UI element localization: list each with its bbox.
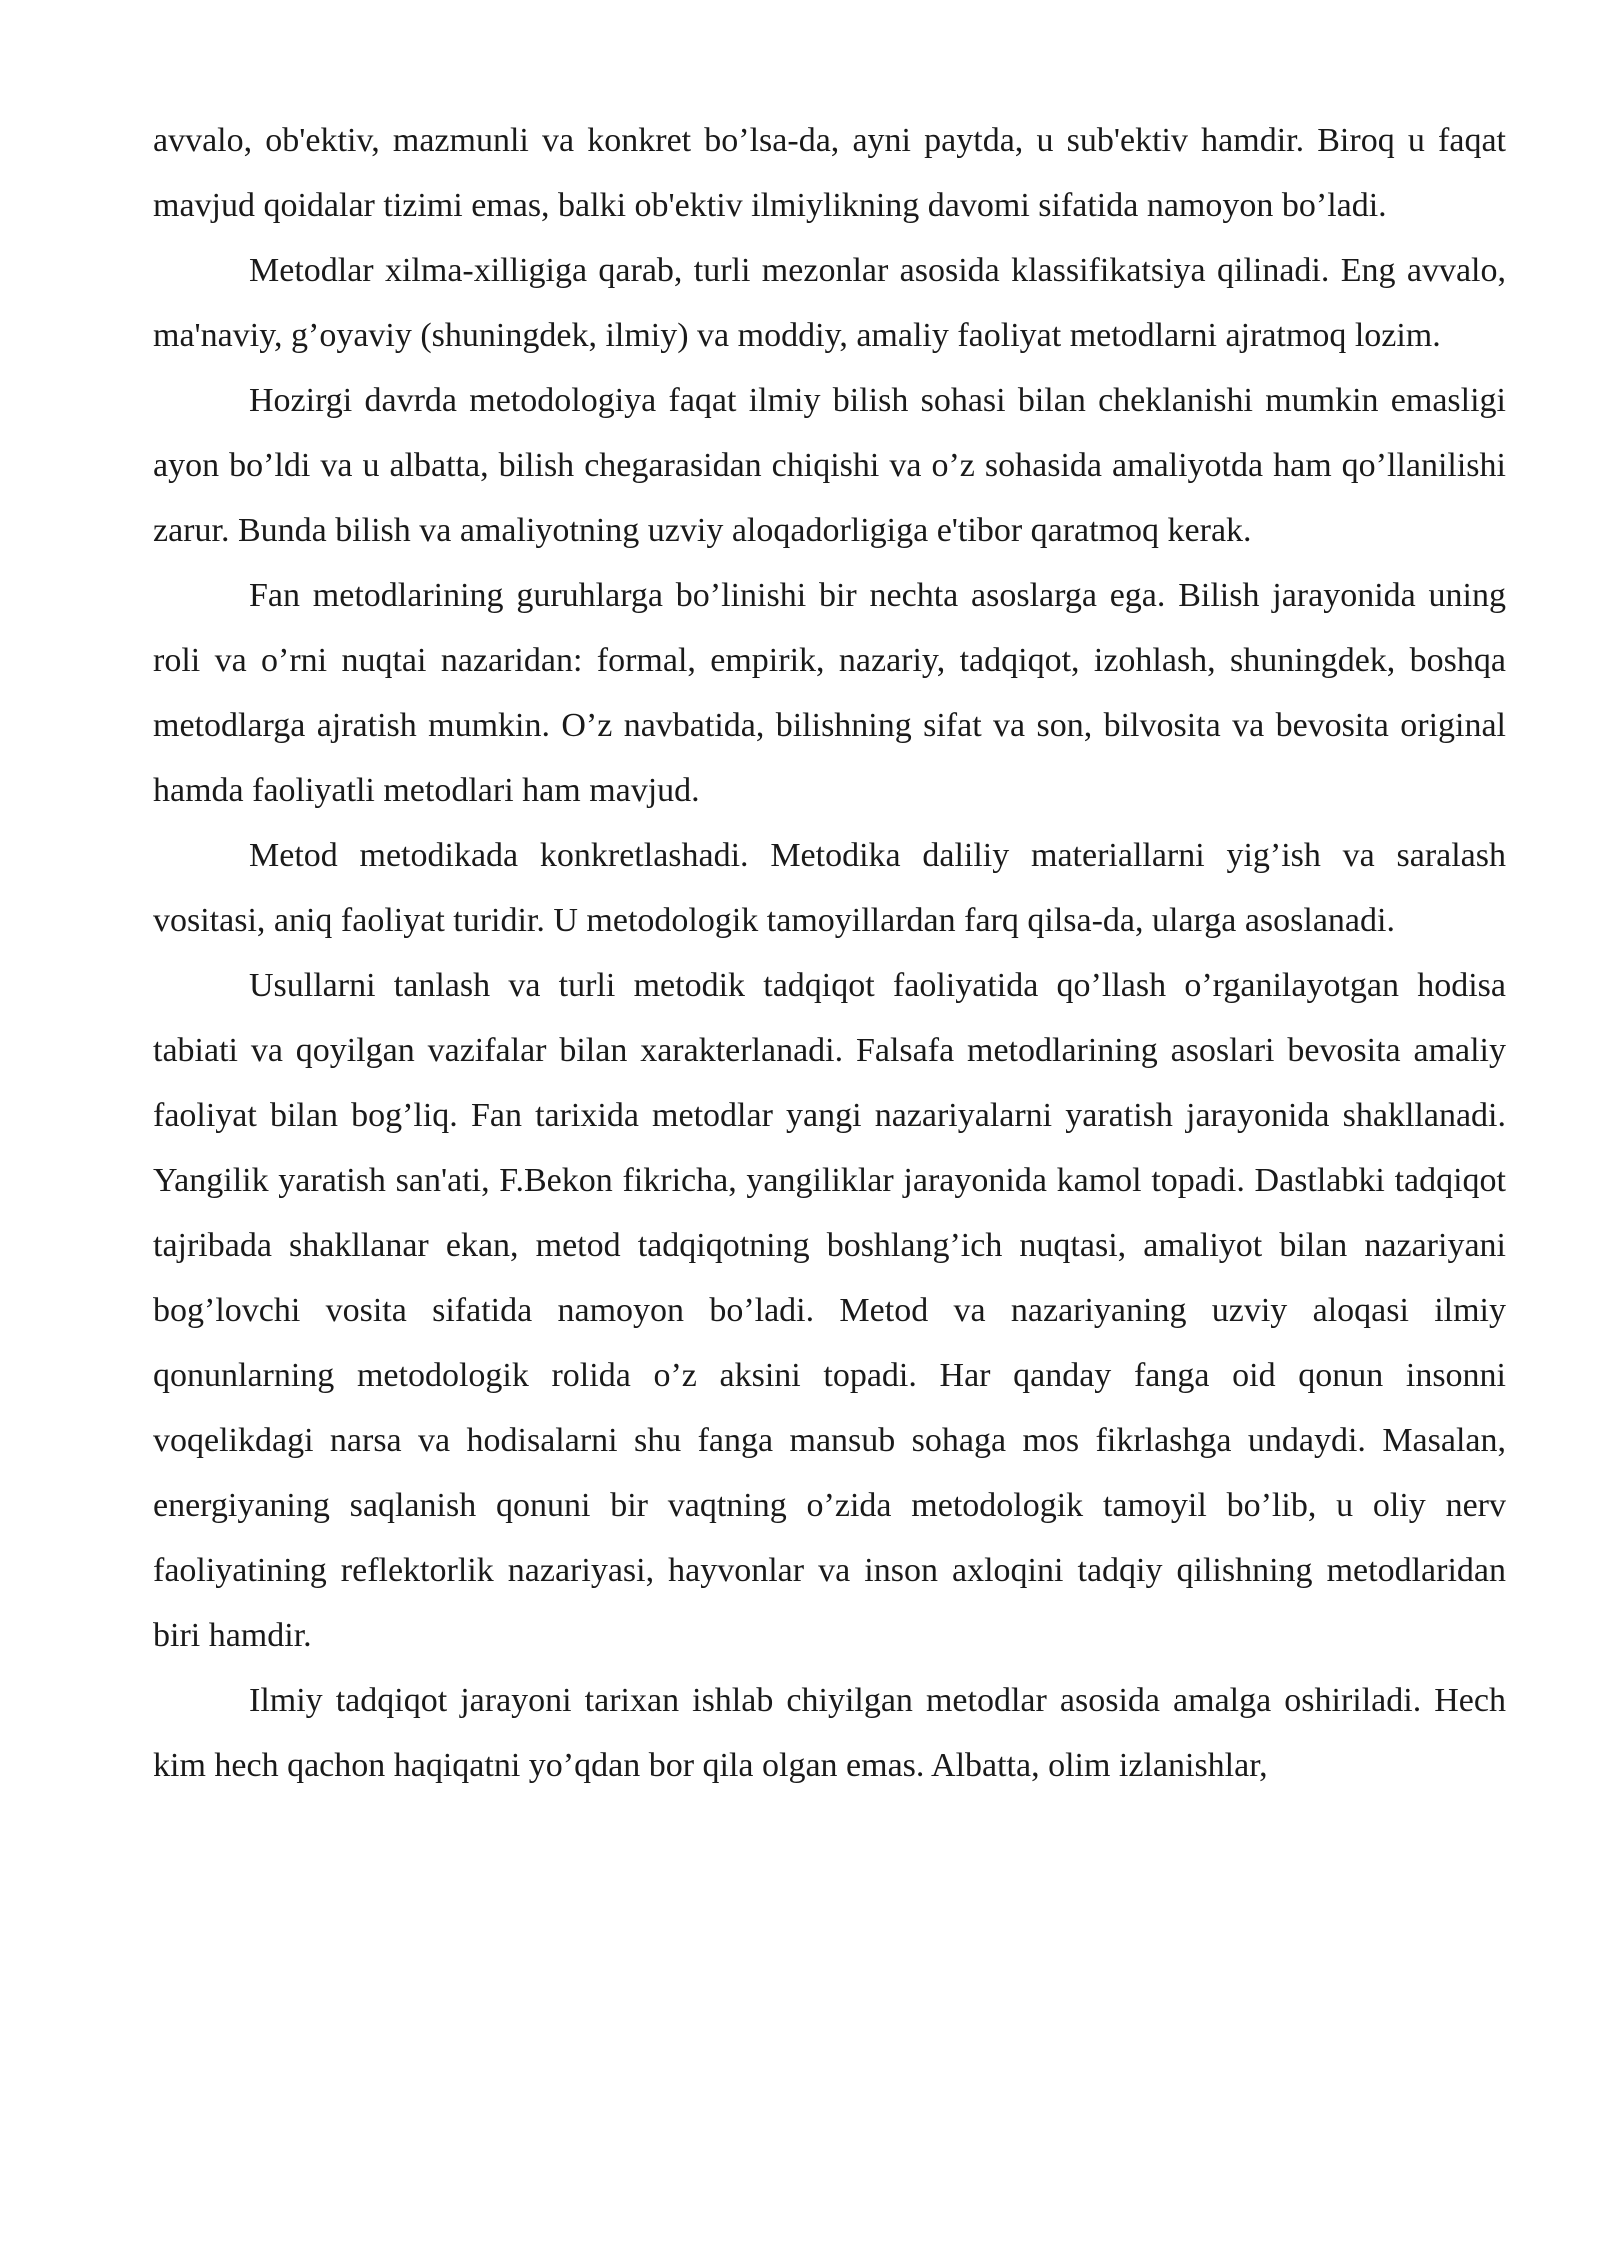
- paragraph: Fan metodlarining guruhlarga bo’linishi bir nechta asoslarga ega. Bilish jarayonida uning roli va o’rni nuqtai nazaridan: formal, empirik, nazariy, tadqiqot, izohlash, shuningdek, boshqa metodlarga ajratish mumkin. O’z navbatida, bilishning sifat va son, bilvosita va bevosita original hamda faoliyatli metodlari ham mavjud.: [153, 577, 1506, 809]
- paragraph: Hozirgi davrda metodologiya faqat ilmiy bilish sohasi bilan cheklanishi mumkin emasligi ayon bo’ldi va u albatta, bilish chegarasidan chiqishi va o’z sohasida amaliyotda ham qo’llanilishi zarur. Bunda bilish va amaliyotning uzviy aloqadorligiga e'tibor qaratmoq kerak.: [153, 382, 1506, 549]
- paragraph-continuation: avvalo, ob'ektiv, mazmunli va konkret bo’lsa-da, ayni paytda, u sub'ektiv hamdir. Biroq u faqat mavjud qoidalar tizimi emas, balki ob'ektiv ilmiylikning davomi sifatida namoyon bo’ladi.: [153, 122, 1506, 224]
- paragraph: Ilmiy tadqiqot jarayoni tarixan ishlab chiyilgan metodlar asosida amalga oshiriladi. Hech kim hech qachon haqiqatni yo’qdan bor qila olgan emas. Albatta, olim izlanishlar,: [153, 1682, 1506, 1784]
- document-page: [153, 108, 1506, 1798]
- paragraph: Metodlar xilma-xilligiga qarab, turli mezonlar asosida klassifikatsiya qilinadi. Eng avvalo, ma'naviy, g’oyaviy (shuningdek, ilmiy) va moddiy, amaliy faoliyat metodlarni ajratmoq lozim.: [153, 252, 1506, 354]
- paragraph: Usullarni tanlash va turli metodik tadqiqot faoliyatida qo’llash o’rganilayotgan hodisa tabiati va qoyilgan vazifalar bilan xarakterlanadi. Falsafa metodlarining asoslari bevosita amaliy faoliyat bilan bog’liq. Fan tarixida metodlar yangi nazariyalarni yaratish jarayonida shakllanadi. Yangilik yaratish san'ati, F.Bekon fikricha, yangiliklar jarayonida kamol topadi. Dastlabki tadqiqot tajribada shakllanar ekan, metod tadqiqotning boshlang’ich nuqtasi, amaliyot bilan nazariyani bog’lovchi vosita sifatida namoyon bo’ladi. Metod va nazariyaning uzviy aloqasi ilmiy qonunlarning metodologik rolida o’z aksini topadi. Har qanday fanga oid qonun insonni voqelikdagi narsa va hodisalarni shu fanga mansub sohaga mos fikrlashga undaydi. Masalan, energiyaning saqlanish qonuni bir vaqtning o’zida metodologik tamoyil bo’lib, u oliy nerv faoliyatining reflektorlik nazariyasi, hayvonlar va inson axloqini tadqiy qilishning metodlaridan biri hamdir.: [153, 967, 1506, 1654]
- paragraph: Metod metodikada konkretlashadi. Metodika daliliy materiallarni yig’ish va saralash vositasi, aniq faoliyat turidir. U metodologik tamoyillardan farq qilsa-da, ularga asoslanadi.: [153, 837, 1506, 939]
